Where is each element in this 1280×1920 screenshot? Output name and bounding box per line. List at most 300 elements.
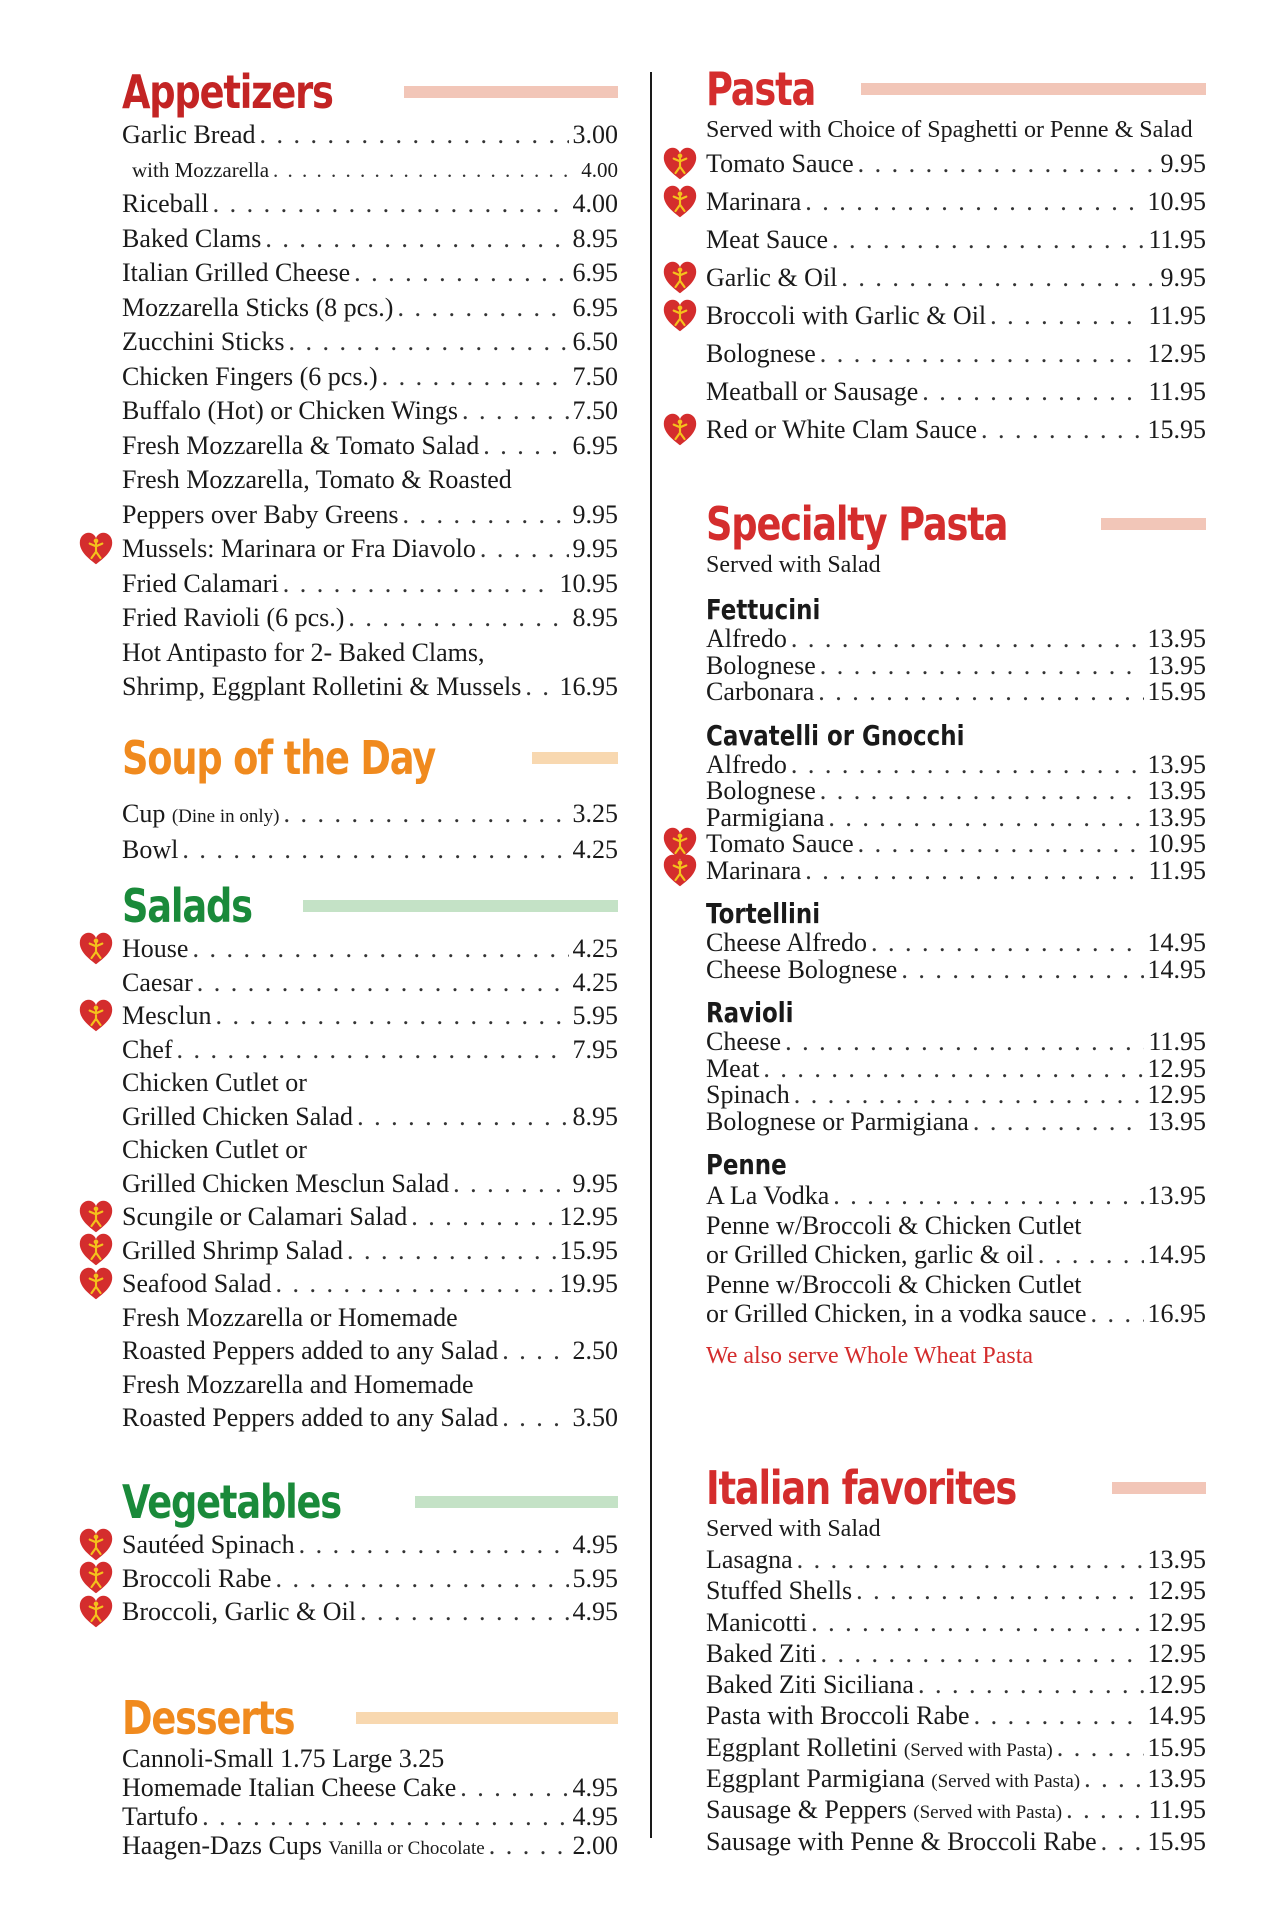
item-price: 7.95: [572, 1034, 618, 1064]
item-name: Parmigiana: [706, 802, 825, 832]
heart-healthy-icon: [662, 146, 698, 182]
menu-item: [122, 1401, 618, 1435]
menu-item: [706, 1826, 1206, 1857]
item-price: 13.95: [1147, 776, 1206, 805]
menu-item: [122, 532, 618, 567]
group-title: Cavatelli or Gnocchi: [706, 718, 965, 752]
dot-leader: [197, 966, 569, 1000]
menu-list: [706, 1544, 1206, 1857]
item-price: 10.95: [1147, 829, 1206, 858]
item-name: Stuffed Shells: [706, 1576, 853, 1606]
menu-list: [706, 930, 1206, 983]
item-name: Grilled Chicken Mesclun Salad: [122, 1168, 450, 1198]
menu-item: [706, 954, 1206, 984]
item-price: 9.95: [1160, 263, 1206, 292]
appetizers-section: [122, 66, 618, 705]
dot-leader: [785, 1029, 1144, 1056]
menu-item: [706, 626, 1206, 653]
item-price: 10.95: [1147, 187, 1206, 216]
item-name: or Grilled Chicken, garlic & oil: [706, 1240, 1034, 1269]
item-name: Bolognese: [706, 776, 816, 805]
dot-leader: [791, 752, 1144, 779]
menu-item: [706, 145, 1206, 183]
dot-leader: [981, 411, 1143, 449]
item-name: Garlic & Oil: [706, 263, 838, 292]
heart-healthy-icon: [78, 998, 114, 1034]
menu-item: [122, 1267, 618, 1301]
salads-section: [122, 880, 618, 1435]
menu-item: [122, 256, 618, 291]
group-title: Tortellini: [706, 897, 821, 930]
heart-healthy-icon: [662, 184, 698, 220]
menu-item: [706, 831, 1206, 858]
menu-item: [122, 394, 618, 429]
item-name: Chef: [122, 1034, 173, 1064]
dot-leader: [841, 259, 1156, 297]
item-price: 13.95: [1147, 1764, 1206, 1794]
section-title: Pasta: [706, 62, 816, 116]
dot-leader: [354, 256, 568, 291]
dot-leader: [820, 335, 1144, 373]
item-price: 9.95: [572, 534, 618, 563]
specialty-pasta-section: [706, 498, 1206, 1371]
heart-healthy-icon: [662, 853, 698, 889]
item-price: 2.00: [572, 1831, 618, 1860]
dot-leader: [525, 670, 555, 705]
item-name: Carbonara: [706, 677, 815, 706]
menu-item: [706, 259, 1206, 297]
item-price: 7.50: [572, 361, 618, 391]
item-name: Garlic Bread: [122, 120, 256, 149]
item-name: Bolognese: [706, 650, 816, 680]
menu-item: [706, 1181, 1206, 1211]
dot-leader: [360, 1595, 569, 1629]
dot-leader: [828, 805, 1143, 832]
dot-leader: [858, 831, 1144, 858]
item-name: Broccoli, Garlic & Oil: [122, 1597, 356, 1626]
menu-list: [122, 932, 618, 1435]
dot-leader: [794, 1082, 1144, 1109]
item-price: 6.95: [572, 258, 618, 287]
item-price: 15.95: [1147, 415, 1206, 444]
specialty-group: [706, 898, 1206, 983]
menu-item: [122, 1100, 618, 1134]
dot-leader: [182, 832, 568, 868]
menu-item: [122, 1234, 618, 1268]
dot-leader: [260, 118, 569, 153]
menu-item: [122, 429, 618, 464]
section-rule: [1112, 1482, 1206, 1494]
item-price: 4.95: [572, 1802, 618, 1831]
item-name: Caesar: [122, 967, 193, 997]
item-price: 16.95: [559, 672, 618, 701]
dot-leader: [397, 291, 568, 326]
item-name: Mesclun: [122, 1001, 212, 1030]
menu-list: [122, 118, 618, 705]
item-name: Broccoli with Garlic & Oil: [706, 301, 987, 330]
item-price: 14.95: [1147, 954, 1206, 984]
item-price: 14.95: [1147, 1240, 1206, 1269]
item-name: Mozzarella Sticks (8 pcs.): [122, 292, 394, 322]
item-name: Fried Ravioli (6 pcs.): [122, 603, 345, 632]
dot-leader: [1066, 1794, 1144, 1825]
item-price: 4.25: [572, 934, 618, 963]
menu-text-line: Penne w/Broccoli & Chicken Cutlet: [706, 1269, 1082, 1299]
menu-item: [706, 749, 1206, 779]
item-price: 11.95: [1148, 225, 1206, 254]
menu-item: [706, 930, 1206, 957]
menu-item: [706, 1544, 1206, 1575]
dot-leader: [811, 1607, 1143, 1638]
menu-item: [706, 1240, 1206, 1270]
dot-leader: [832, 221, 1144, 259]
menu-item: [122, 1595, 618, 1629]
item-name: Riceball: [122, 189, 209, 218]
item-name: Baked Ziti: [706, 1638, 817, 1668]
section-title: Vegetables: [122, 1475, 341, 1529]
menu-item: [122, 360, 618, 395]
menu-list: [706, 1029, 1206, 1135]
menu-item: [706, 1299, 1206, 1329]
item-name: Bowl: [122, 835, 179, 864]
item-price: 12.95: [1147, 1638, 1206, 1668]
menu-item: [122, 291, 618, 326]
dot-leader: [382, 360, 569, 395]
item-price: 4.25: [572, 835, 618, 864]
item-name: Italian Grilled Cheese: [122, 258, 351, 287]
dot-leader: [763, 1056, 1143, 1083]
item-name: Lasagna: [706, 1545, 793, 1574]
item-price: 7.50: [572, 396, 618, 425]
menu-text-line: Fresh Mozzarella or Homemade: [122, 1302, 458, 1332]
menu-item: [706, 1794, 1206, 1825]
item-name: Cheese: [706, 1027, 782, 1056]
item-price: 12.95: [1147, 1053, 1206, 1083]
section-header: [122, 1476, 618, 1528]
desserts-section: [122, 1692, 618, 1860]
dot-leader: [974, 1700, 1144, 1731]
item-name: Spinach: [706, 1080, 790, 1109]
section-title: Salads: [122, 879, 252, 933]
menu-item: [706, 1638, 1206, 1669]
dot-leader: [275, 1267, 555, 1301]
item-price: 9.95: [572, 499, 618, 529]
item-note: (Served with Pasta): [903, 1739, 1053, 1761]
item-name: A La Vodka: [706, 1181, 830, 1210]
menu-list: [706, 1181, 1206, 1329]
dot-leader: [357, 1100, 568, 1134]
dot-leader: [973, 1109, 1144, 1136]
menu-list: [122, 1528, 618, 1629]
item-price: 12.95: [1147, 1607, 1206, 1637]
section-rule: [303, 900, 618, 912]
item-name: Eggplant Rolletini: [706, 1732, 898, 1762]
item-price: 9.95: [572, 1168, 618, 1198]
menu-item: [706, 855, 1206, 885]
item-note: Vanilla or Chocolate: [328, 1838, 485, 1859]
section-title: Desserts: [122, 1691, 295, 1745]
menu-item: [122, 1831, 618, 1860]
menu-text-line: Penne w/Broccoli & Chicken Cutlet: [706, 1210, 1082, 1240]
item-name: Grilled Shrimp Salad: [122, 1235, 343, 1265]
dot-leader: [805, 858, 1144, 885]
menu-item: [706, 1082, 1206, 1109]
dot-leader: [299, 1528, 569, 1562]
item-note: (Dine in only): [171, 806, 280, 827]
menu-item: [122, 567, 618, 602]
menu-list: [706, 145, 1206, 449]
menu-item: [706, 183, 1206, 221]
menu-item: [706, 1732, 1206, 1763]
specialty-group: [706, 720, 1206, 885]
menu-item: [122, 796, 618, 832]
item-name: Tomato Sauce: [706, 829, 854, 858]
item-note: (Served with Pasta): [913, 1802, 1063, 1824]
item-name: Scungile or Calamari Salad: [122, 1202, 408, 1231]
menu-item: [122, 1033, 618, 1067]
heart-healthy-icon: [78, 1199, 114, 1235]
item-name: with Mozzarella: [132, 157, 270, 182]
item-price: 3.00: [572, 120, 618, 149]
dot-leader: [347, 1234, 556, 1268]
dot-leader: [805, 183, 1143, 221]
heart-healthy-icon: [78, 1527, 114, 1563]
dot-leader: [202, 1802, 568, 1831]
dot-leader: [820, 778, 1144, 805]
dot-leader: [273, 153, 577, 188]
menu-item: [122, 932, 618, 966]
section-header: [706, 63, 1206, 115]
menu-item: [706, 802, 1206, 832]
dot-leader: [403, 498, 569, 533]
menu-text-line: Hot Antipasto for 2- Baked Clams,: [122, 637, 485, 667]
item-name: or Grilled Chicken, in a vodka sauce: [706, 1299, 1087, 1328]
menu-list: [706, 626, 1206, 706]
dot-leader: [820, 1638, 1143, 1669]
item-name: Broccoli Rabe: [122, 1563, 272, 1593]
section-title: Soup of the Day: [122, 731, 436, 785]
dot-leader: [283, 567, 556, 602]
menu-item: [122, 1334, 618, 1368]
menu-list: [706, 749, 1206, 885]
item-price: 19.95: [559, 1269, 618, 1298]
dot-leader: [820, 653, 1144, 680]
item-name: Bolognese: [706, 339, 816, 368]
item-name: Buffalo (Hot) or Chicken Wings: [122, 396, 458, 425]
menu-item: [706, 335, 1206, 373]
section-title: Specialty Pasta: [706, 497, 1008, 551]
menu-item: [706, 221, 1206, 259]
menu-item: [706, 1029, 1206, 1056]
item-name: Alfredo: [706, 749, 787, 779]
italian-favorites-section: [706, 1462, 1206, 1857]
item-name: Homemade Italian Cheese Cake: [122, 1773, 457, 1802]
item-name: Sausage with Penne & Broccoli Rabe: [706, 1826, 1097, 1856]
item-price: 6.50: [572, 327, 618, 356]
item-price: 15.95: [1147, 1826, 1206, 1856]
item-name: Marinara: [706, 855, 802, 885]
menu-item: [122, 601, 618, 636]
menu-item: [706, 679, 1206, 706]
menu-item: [122, 999, 618, 1033]
item-price: 12.95: [1147, 1576, 1206, 1606]
menu-item: [706, 373, 1206, 411]
dot-leader: [791, 626, 1144, 653]
item-price: 5.95: [572, 1001, 618, 1030]
menu-item: [122, 1167, 618, 1201]
menu-item: [122, 1528, 618, 1562]
dot-leader: [213, 187, 569, 222]
section-header: [706, 1462, 1206, 1514]
section-subtitle: Served with Salad: [706, 1516, 881, 1542]
item-price: 11.95: [1148, 1795, 1206, 1825]
specialty-groups: [706, 594, 1206, 1329]
item-name: Seafood Salad: [122, 1269, 272, 1298]
item-price: 12.95: [1147, 339, 1206, 368]
item-name: Pasta with Broccoli Rabe: [706, 1701, 970, 1731]
dot-leader: [483, 429, 568, 464]
item-price: 12.95: [1147, 1080, 1206, 1109]
menu-item: [122, 118, 618, 153]
menu-item: [706, 411, 1206, 449]
item-name: Fresh Mozzarella & Tomato Salad: [122, 430, 480, 460]
item-name: Alfredo: [706, 624, 787, 653]
item-name: Baked Ziti Siciliana: [706, 1670, 914, 1700]
item-name: Roasted Peppers added to any Salad: [122, 1403, 499, 1432]
item-name: Manicotti: [706, 1607, 808, 1637]
dot-leader: [871, 930, 1143, 957]
dot-leader: [453, 1167, 568, 1201]
item-price: 6.95: [572, 292, 618, 322]
dot-leader: [856, 1575, 1143, 1606]
menu-item: [706, 778, 1206, 805]
item-name: Baked Clams: [122, 223, 262, 253]
section-title: Italian favorites: [706, 1461, 1017, 1515]
menu-list: [122, 1744, 618, 1860]
dot-leader: [797, 1544, 1144, 1575]
menu-item: [706, 1669, 1206, 1700]
heart-healthy-icon: [78, 1594, 114, 1630]
menu-item: [706, 1607, 1206, 1638]
section-rule: [356, 1712, 618, 1724]
dot-leader: [284, 796, 569, 832]
section-subtitle: Served with Choice of Spaghetti or Penne & Salad: [706, 117, 1193, 143]
item-price: 4.25: [572, 967, 618, 997]
item-name: Haagen-Dazs Cups: [122, 1831, 322, 1860]
item-name: Peppers over Baby Greens: [122, 499, 399, 529]
section-header: [706, 498, 1206, 550]
item-name: Red or White Clam Sauce: [706, 415, 978, 444]
heart-healthy-icon: [78, 1560, 114, 1596]
dot-leader: [275, 1562, 568, 1596]
menu-item: [122, 832, 618, 868]
dot-leader: [480, 532, 569, 567]
item-price: 14.95: [1147, 928, 1206, 957]
section-rule: [532, 752, 618, 764]
item-name: Meat: [706, 1053, 760, 1083]
dot-leader: [265, 222, 568, 257]
menu-text-line: Chicken Cutlet or: [122, 1135, 307, 1164]
item-price: 4.95: [572, 1530, 618, 1559]
menu-item: [122, 325, 618, 360]
dot-leader: [177, 1033, 569, 1067]
menu-list: [122, 796, 618, 868]
item-price: 5.95: [572, 1563, 618, 1593]
dot-leader: [460, 1773, 568, 1802]
section-subtitle: Served with Salad: [706, 552, 881, 578]
item-name: Sausage & Peppers: [706, 1795, 907, 1825]
dot-leader: [502, 1401, 568, 1435]
dot-leader: [1091, 1299, 1144, 1329]
item-name: Meat Sauce: [706, 225, 829, 254]
dot-leader: [462, 394, 569, 429]
item-price: 15.95: [1147, 1732, 1206, 1762]
item-price: 15.95: [1147, 677, 1206, 706]
item-price: 2.50: [572, 1336, 618, 1365]
item-name: Sautéed Spinach: [122, 1530, 295, 1559]
item-price: 4.95: [572, 1597, 618, 1626]
section-title: Appetizers: [122, 65, 333, 119]
menu-text-line: Chicken Cutlet or: [122, 1068, 307, 1097]
item-price: 6.95: [572, 430, 618, 460]
item-name: Fried Calamari: [122, 568, 279, 598]
heart-healthy-icon: [78, 931, 114, 967]
menu-item: [706, 1106, 1206, 1136]
item-name: Cheese Alfredo: [706, 928, 868, 957]
section-header: [122, 66, 618, 118]
dot-leader: [918, 1669, 1144, 1700]
soup-section: [122, 732, 618, 868]
item-name: House: [122, 934, 189, 963]
heart-healthy-icon: [78, 1266, 114, 1302]
item-price: 13.95: [1147, 802, 1206, 832]
vegetables-section: [122, 1476, 618, 1629]
menu-item: [122, 187, 618, 222]
whole-wheat-note: We also serve Whole Wheat Pasta: [706, 1342, 1034, 1369]
dot-leader: [1101, 1826, 1144, 1857]
item-name: Meatball or Sausage: [706, 377, 919, 406]
item-note: (Served with Pasta): [931, 1771, 1081, 1793]
dot-leader: [411, 1200, 555, 1234]
item-name: Cup: [122, 799, 166, 828]
dot-leader: [1057, 1732, 1144, 1763]
item-price: 13.95: [1147, 1106, 1206, 1136]
menu-item: [706, 297, 1206, 335]
heart-healthy-icon: [78, 1232, 114, 1268]
specialty-group: [706, 594, 1206, 706]
menu-item: [122, 966, 618, 1000]
menu-text-line: Fresh Mozzarella and Homemade: [122, 1369, 474, 1399]
section-rule: [415, 1496, 618, 1508]
item-name: Grilled Chicken Salad: [122, 1101, 354, 1131]
item-price: 8.95: [572, 603, 618, 632]
section-header: [122, 732, 618, 784]
section-rule: [404, 86, 618, 98]
dot-leader: [922, 373, 1144, 411]
dot-leader: [502, 1334, 568, 1368]
dot-leader: [818, 679, 1143, 706]
item-price: 3.25: [572, 799, 618, 828]
menu-item: [122, 1802, 618, 1831]
dot-leader: [216, 999, 569, 1033]
specialty-group: [706, 1149, 1206, 1329]
group-title: Fettucini: [706, 593, 821, 626]
menu-text-line: Fresh Mozzarella, Tomato & Roasted: [122, 465, 512, 494]
item-price: 16.95: [1147, 1299, 1206, 1328]
dot-leader: [858, 145, 1157, 183]
item-price: 13.95: [1147, 650, 1206, 680]
item-price: 8.95: [572, 1101, 618, 1131]
